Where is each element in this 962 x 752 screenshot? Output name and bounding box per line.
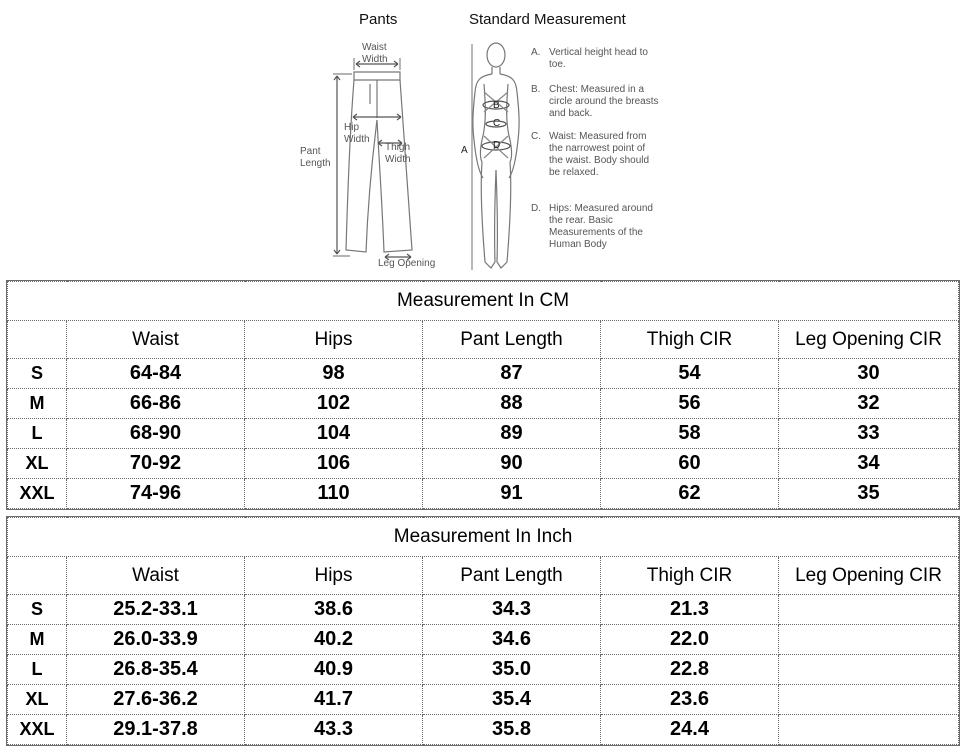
note-d-key: D. [531,203,541,214]
pant-length-cell: 90 [423,449,601,479]
column-header-leg-opening-cir: Leg Opening CIR [779,321,959,359]
size-cell: XXL [8,479,67,509]
size-header-cell [8,321,67,359]
column-header-hips: Hips [245,557,423,595]
table-row [8,479,959,509]
leg-opening-cir-cell: 34 [779,449,959,479]
pant-length-cell: 34.6 [423,625,601,655]
size-header-cell [8,557,67,595]
table-row [8,359,959,389]
size-cell: S [8,359,67,389]
note-c-key: C. [531,131,541,142]
column-header-thigh-cir: Thigh CIR [601,557,779,595]
table-row [8,449,959,479]
table-row [8,625,959,655]
note-b [531,84,661,120]
table-row [8,655,959,685]
cm-table-caption: Measurement In CM [8,282,959,321]
column-header-pant-length: Pant Length [423,321,601,359]
thigh-cir-cell: 54 [601,359,779,389]
pant-length-cell: 35.8 [423,715,601,745]
waist-cell: 27.6-36.2 [67,685,245,715]
note-b-text: Chest: Measured in a circle around the breasts and back. [549,84,659,119]
thigh-cir-cell: 23.6 [601,685,779,715]
pant-length-cell: 34.3 [423,595,601,625]
marker-b: B [493,100,500,111]
inch-table-caption: Measurement In Inch [8,518,959,557]
hips-cell: 104 [245,419,423,449]
waist-cell: 64-84 [67,359,245,389]
table-row [8,685,959,715]
column-header-waist: Waist [67,321,245,359]
thigh-width-label: Thigh Width [385,142,411,165]
inch-header-row [8,557,959,595]
column-header-hips: Hips [245,321,423,359]
hip-width-label: Hip Width [344,122,370,145]
waist-cell: 70-92 [67,449,245,479]
pants-and-body-diagram [0,0,962,278]
thigh-cir-cell: 21.3 [601,595,779,625]
pant-length-cell: 87 [423,359,601,389]
inch-size-table [7,517,959,745]
thigh-cir-cell: 22.8 [601,655,779,685]
thigh-cir-cell: 60 [601,449,779,479]
size-cell: XL [8,449,67,479]
thigh-cir-cell: 24.4 [601,715,779,745]
leg-opening-cir-cell: 35 [779,479,959,509]
leg-opening-cir-cell [779,685,959,715]
size-cell: L [8,655,67,685]
size-cell: M [8,625,67,655]
hips-cell: 38.6 [245,595,423,625]
waist-cell: 26.8-35.4 [67,655,245,685]
waist-cell: 66-86 [67,389,245,419]
leg-opening-cir-cell: 32 [779,389,959,419]
column-header-leg-opening-cir: Leg Opening CIR [779,557,959,595]
marker-d: D [493,140,501,151]
table-row [8,419,959,449]
leg-opening-cir-cell [779,655,959,685]
waist-cell: 26.0-33.9 [67,625,245,655]
hips-cell: 110 [245,479,423,509]
hips-cell: 43.3 [245,715,423,745]
note-a-text: Vertical height head to toe. [549,47,648,70]
marker-c: C [493,118,501,129]
leg-opening-cir-cell: 33 [779,419,959,449]
hips-cell: 98 [245,359,423,389]
hips-cell: 40.2 [245,625,423,655]
note-d-text: Hips: Measured around the rear. Basic Measurements of the Human Body [549,203,653,250]
waist-cell: 68-90 [67,419,245,449]
marker-a: A [461,145,468,156]
size-cell: L [8,419,67,449]
pant-length-cell: 35.4 [423,685,601,715]
note-a-key: A. [531,47,541,58]
thigh-cir-cell: 62 [601,479,779,509]
column-header-pant-length: Pant Length [423,557,601,595]
hips-cell: 102 [245,389,423,419]
waist-cell: 74-96 [67,479,245,509]
size-cell: M [8,389,67,419]
table-row [8,715,959,745]
size-cell: XXL [8,715,67,745]
pant-length-cell: 91 [423,479,601,509]
column-header-waist: Waist [67,557,245,595]
note-d [531,203,661,251]
leg-opening-label: Leg Opening [378,258,436,269]
pant-length-cell: 88 [423,389,601,419]
column-header-thigh-cir: Thigh CIR [601,321,779,359]
waist-width-label: Waist Width [362,42,388,65]
note-c-text: Waist: Measured from the narrowest point of the waist. Body should be relaxed. [549,131,650,178]
leg-opening-cir-cell [779,625,959,655]
thigh-cir-cell: 22.0 [601,625,779,655]
body-drawing [472,43,519,270]
note-a [531,47,661,71]
standard-measurement-title: Standard Measurement [469,11,626,28]
size-cell: S [8,595,67,625]
hips-cell: 41.7 [245,685,423,715]
pant-length-cell: 89 [423,419,601,449]
pant-length-label: Pant Length [300,146,331,169]
hips-cell: 106 [245,449,423,479]
leg-opening-cir-cell [779,715,959,745]
note-c [531,131,661,179]
measurement-illustration [0,0,962,278]
cm-size-table [7,281,959,509]
size-cell: XL [8,685,67,715]
table-row [8,389,959,419]
table-row [8,595,959,625]
cm-header-row [8,321,959,359]
thigh-cir-cell: 56 [601,389,779,419]
leg-opening-cir-cell: 30 [779,359,959,389]
waist-cell: 29.1-37.8 [67,715,245,745]
thigh-cir-cell: 58 [601,419,779,449]
waist-cell: 25.2-33.1 [67,595,245,625]
pants-title: Pants [359,11,398,28]
pant-length-cell: 35.0 [423,655,601,685]
note-b-key: B. [531,84,541,95]
hips-cell: 40.9 [245,655,423,685]
leg-opening-cir-cell [779,595,959,625]
